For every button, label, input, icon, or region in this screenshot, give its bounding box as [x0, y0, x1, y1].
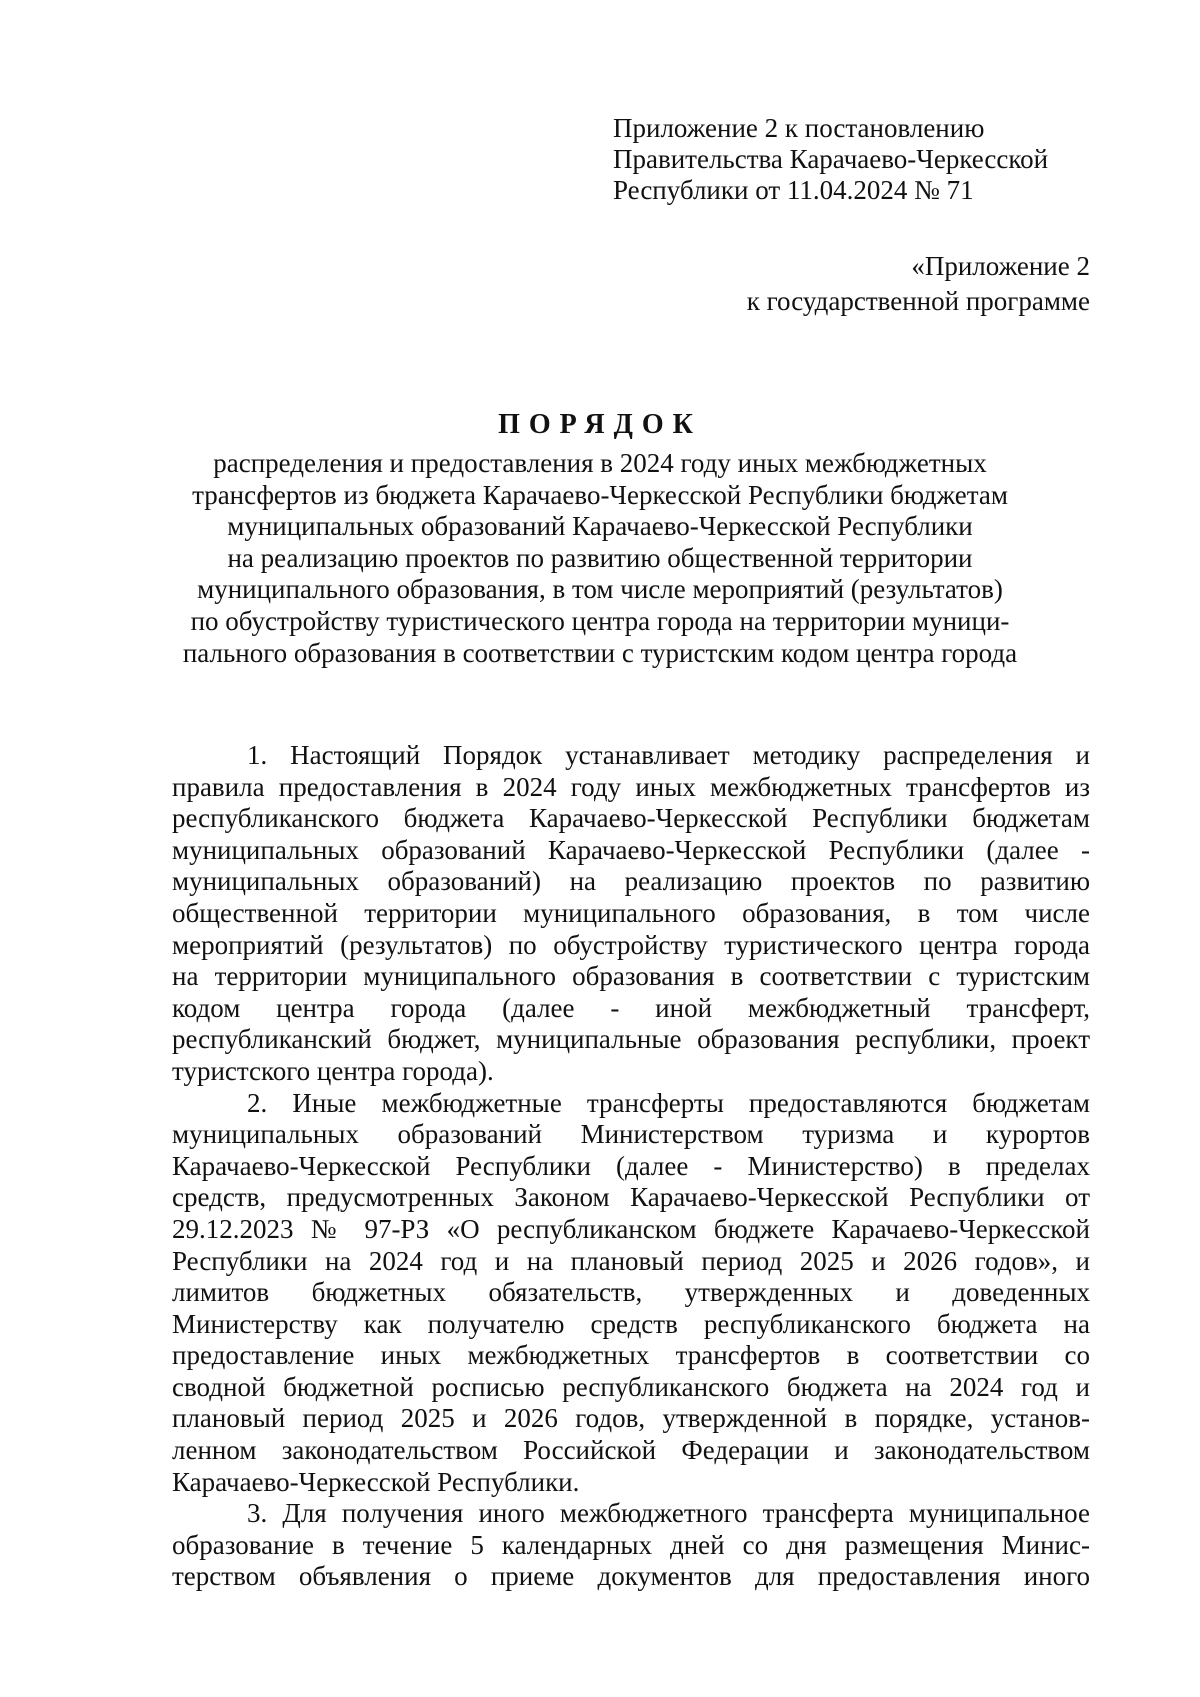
- paragraph-line: правила предоставления в 2024 году иных межбюджетных трансфертов из: [172, 771, 1090, 802]
- paragraph-line: сводной бюджетной росписью республиканского бюджета на 2024 год и: [172, 1371, 1090, 1402]
- annex-reference: [747, 249, 1090, 319]
- paragraph-line: 3. Для получения иного межбюджетного трансферта муниципальное: [247, 1498, 1090, 1529]
- subtitle-line: пального образования в соответствии с туристским кодом центра города: [182, 637, 1018, 668]
- paragraph-line: лимитов бюджетных обязательств, утвержденных и доведенных: [172, 1277, 1090, 1308]
- paragraph-line: плановый период 2025 и 2026 годов, утвержденной в порядке, установ-: [172, 1403, 1090, 1434]
- paragraph-line: туристского центра города).: [172, 1055, 494, 1086]
- paragraph-2: [172, 1088, 1090, 1499]
- annex-reference-line: к государственной программе: [746, 286, 1090, 316]
- paragraph-line: республиканский бюджет, муниципальные образования республики, проект: [172, 1024, 1090, 1055]
- document-subtitle: [150, 448, 1050, 669]
- paragraph-line: предоставление иных межбюджетных трансфертов в соответствии со: [172, 1340, 1090, 1371]
- paragraph-line: 2. Иные межбюджетные трансферты предоставляются бюджетам: [247, 1087, 1090, 1118]
- paragraph-line: муниципальных образований Карачаево-Черкесской Республики (далее -: [172, 834, 1090, 865]
- subtitle-line: по обустройству туристического центра города на территории муници-: [190, 605, 1010, 636]
- paragraph-line: муниципальных образований) на реализацию проектов по развитию: [172, 866, 1090, 897]
- resolution-reference-line: Республики от 11.04.2024 № 71: [613, 175, 974, 205]
- paragraph-line: ленном законодательством Российской Федерации и законодательством: [172, 1435, 1090, 1466]
- paragraph-line: Министерству как получателю средств республиканского бюджета на: [172, 1308, 1090, 1339]
- paragraph-line: Карачаево-Черкесской Республики.: [172, 1466, 580, 1497]
- paragraph-line: муниципальных образований Министерством туризма и курортов: [172, 1119, 1090, 1150]
- subtitle-line: муниципального образования, в том числе мероприятий (результатов): [197, 574, 1003, 605]
- paragraph-line: Карачаево-Черкесской Республики (далее - Министерство) в пределах: [172, 1150, 1090, 1181]
- paragraph-line: кодом центра города (далее - иной межбюджетный трансферт,: [172, 992, 1090, 1023]
- paragraph-line: терством объявления о приеме документов для предоставления иного: [172, 1561, 1090, 1592]
- paragraph-3: [172, 1498, 1090, 1593]
- document-body: [172, 740, 1090, 1593]
- paragraph-line: средств, предусмотренных Законом Карачаево-Черкесской Республики от: [172, 1182, 1090, 1213]
- paragraph-line: мероприятий (результатов) по обустройству туристического центра города: [172, 929, 1090, 960]
- paragraph-line: общественной территории муниципального образования, в том числе: [172, 897, 1090, 928]
- subtitle-line: на реализацию проектов по развитию общественной территории: [227, 542, 973, 573]
- subtitle-line: трансфертов из бюджета Карачаево-Черкесской Республики бюджетам: [192, 479, 1008, 510]
- subtitle-line: муниципальных образований Карачаево-Черкесской Республики: [227, 511, 973, 542]
- resolution-reference-line: Приложение 2 к постановлению: [613, 113, 985, 143]
- paragraph-line: республиканского бюджета Карачаево-Черкесской Республики бюджетам: [172, 803, 1090, 834]
- paragraph-1: [172, 740, 1090, 1088]
- resolution-reference: [613, 113, 1048, 206]
- paragraph-line: 29.12.2023 № 97-РЗ «О республиканском бюджете Карачаево-Черкесской: [172, 1213, 1090, 1244]
- paragraph-line: Республики на 2024 год и на плановый период 2025 и 2026 годов», и: [172, 1245, 1090, 1276]
- paragraph-line: на территории муниципального образования в соответствии с туристским: [172, 961, 1090, 992]
- annex-reference-line: «Приложение 2: [911, 251, 1090, 281]
- paragraph-line: образование в течение 5 календарных дней со дня размещения Минис-: [172, 1529, 1090, 1560]
- document-title: ПОРЯДОК: [498, 409, 702, 440]
- resolution-reference-line: Правительства Карачаево-Черкесской: [613, 144, 1049, 174]
- paragraph-line: 1. Настоящий Порядок устанавливает методику распределения и: [247, 740, 1090, 770]
- subtitle-line: распределения и предоставления в 2024 году иных межбюджетных: [213, 448, 987, 478]
